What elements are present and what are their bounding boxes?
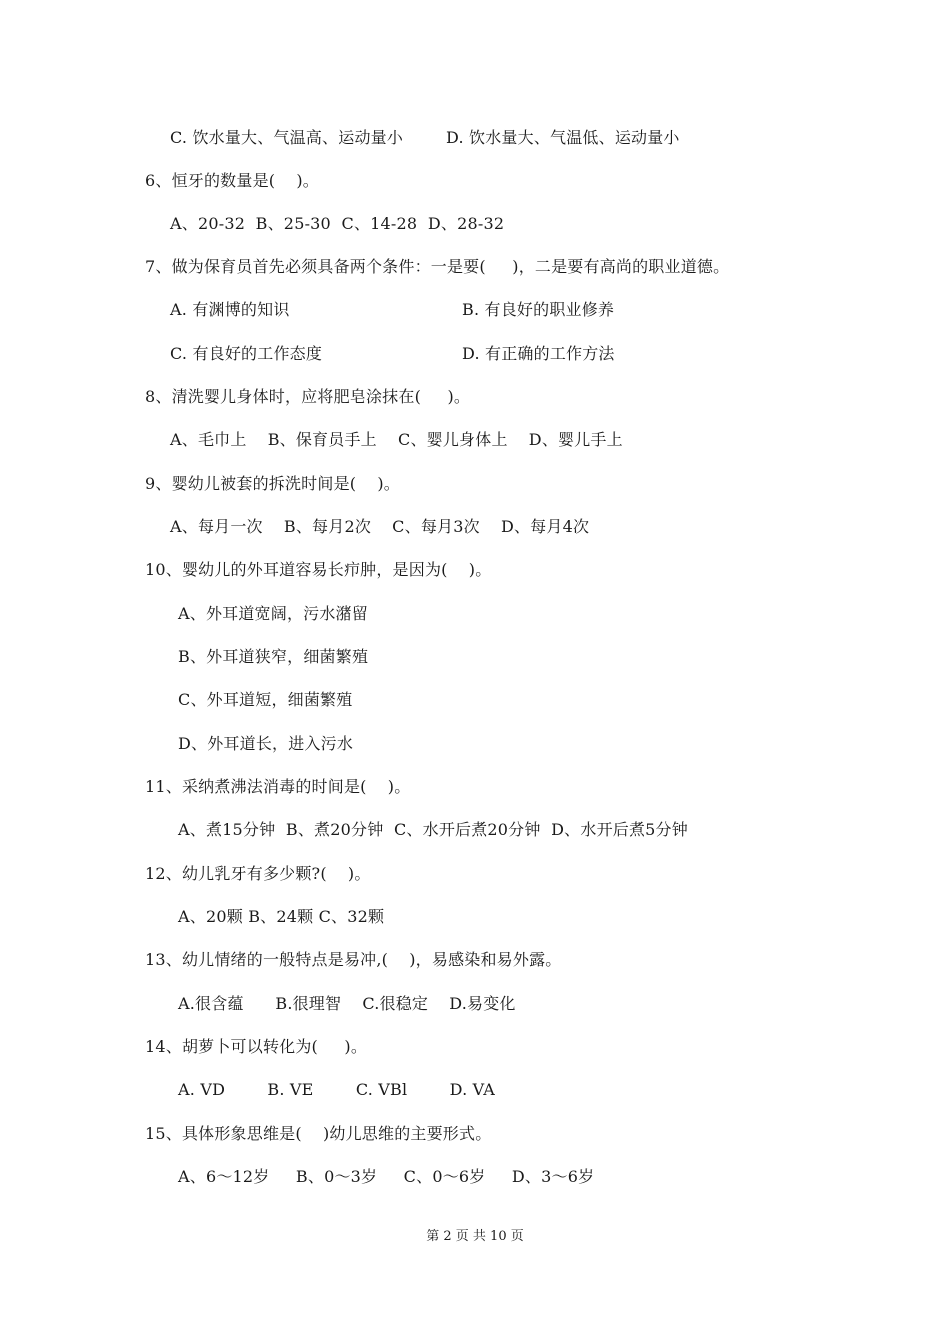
question-9-options: A、每月一次 B、每月2次 C、每月3次 D、每月4次 — [170, 517, 590, 536]
question-6-options: A、20-32 B、25-30 C、14-28 D、28-32 — [170, 214, 505, 233]
question-7: 7、做为保育员首先必须具备两个条件：一是要( )，二是要有高尚的职业道德。 — [145, 257, 730, 276]
question-7-option-d: D. 有正确的工作方法 — [462, 344, 615, 363]
question-10-option-b: B、外耳道狭窄，细菌繁殖 — [178, 647, 369, 666]
question-12-options: A、20颗 B、24颗 C、32颗 — [178, 907, 385, 926]
question-7-option-a: A. 有渊博的知识 — [170, 300, 290, 319]
question-10-option-a: A、外耳道宽阔，污水潴留 — [178, 604, 368, 623]
question-14: 14、胡萝卜可以转化为( )。 — [145, 1037, 368, 1056]
question-15: 15、具体形象思维是( )幼儿思维的主要形式。 — [145, 1124, 492, 1143]
question-11: 11、采纳煮沸法消毒的时间是( )。 — [145, 777, 411, 796]
question-11-options: A、煮15分钟 B、煮20分钟 C、水开后煮20分钟 D、水开后煮5分钟 — [178, 820, 688, 839]
question-7-option-c: C. 有良好的工作态度 — [170, 344, 323, 363]
question-14-options: A. VD B. VE C. VBl D. VA — [178, 1080, 496, 1099]
question-9: 9、婴幼儿被套的拆洗时间是( )。 — [145, 474, 401, 493]
question-8-options: A、毛巾上 B、保育员手上 C、婴儿身体上 D、婴儿手上 — [170, 430, 623, 449]
question-10-option-c: C、外耳道短，细菌繁殖 — [178, 690, 353, 709]
q5-option-c: C. 饮水量大、气温高、运动量小 — [170, 128, 404, 147]
page-number: 第 2 页 共 10 页 — [426, 1229, 524, 1244]
question-8: 8、清洗婴儿身体时，应将肥皂涂抹在( )。 — [145, 387, 471, 406]
q5-option-d: D. 饮水量大、气温低、运动量小 — [446, 128, 680, 147]
question-6: 6、恒牙的数量是( )。 — [145, 171, 320, 190]
question-13: 13、幼儿情绪的一般特点是易冲,( )，易感染和易外露。 — [145, 950, 562, 969]
question-10-option-d: D、外耳道长，进入污水 — [178, 734, 354, 753]
question-10: 10、婴幼儿的外耳道容易长疖肿，是因为( )。 — [145, 560, 492, 579]
question-13-options: A.很含蕴 B.很理智 C.很稳定 D.易变化 — [178, 994, 516, 1013]
question-7-option-b: B. 有良好的职业修养 — [462, 300, 615, 319]
question-15-options: A、6～12岁 B、0～3岁 C、0～6岁 D、3～6岁 — [178, 1167, 595, 1186]
question-12: 12、幼儿乳牙有多少颗?( )。 — [145, 864, 371, 883]
